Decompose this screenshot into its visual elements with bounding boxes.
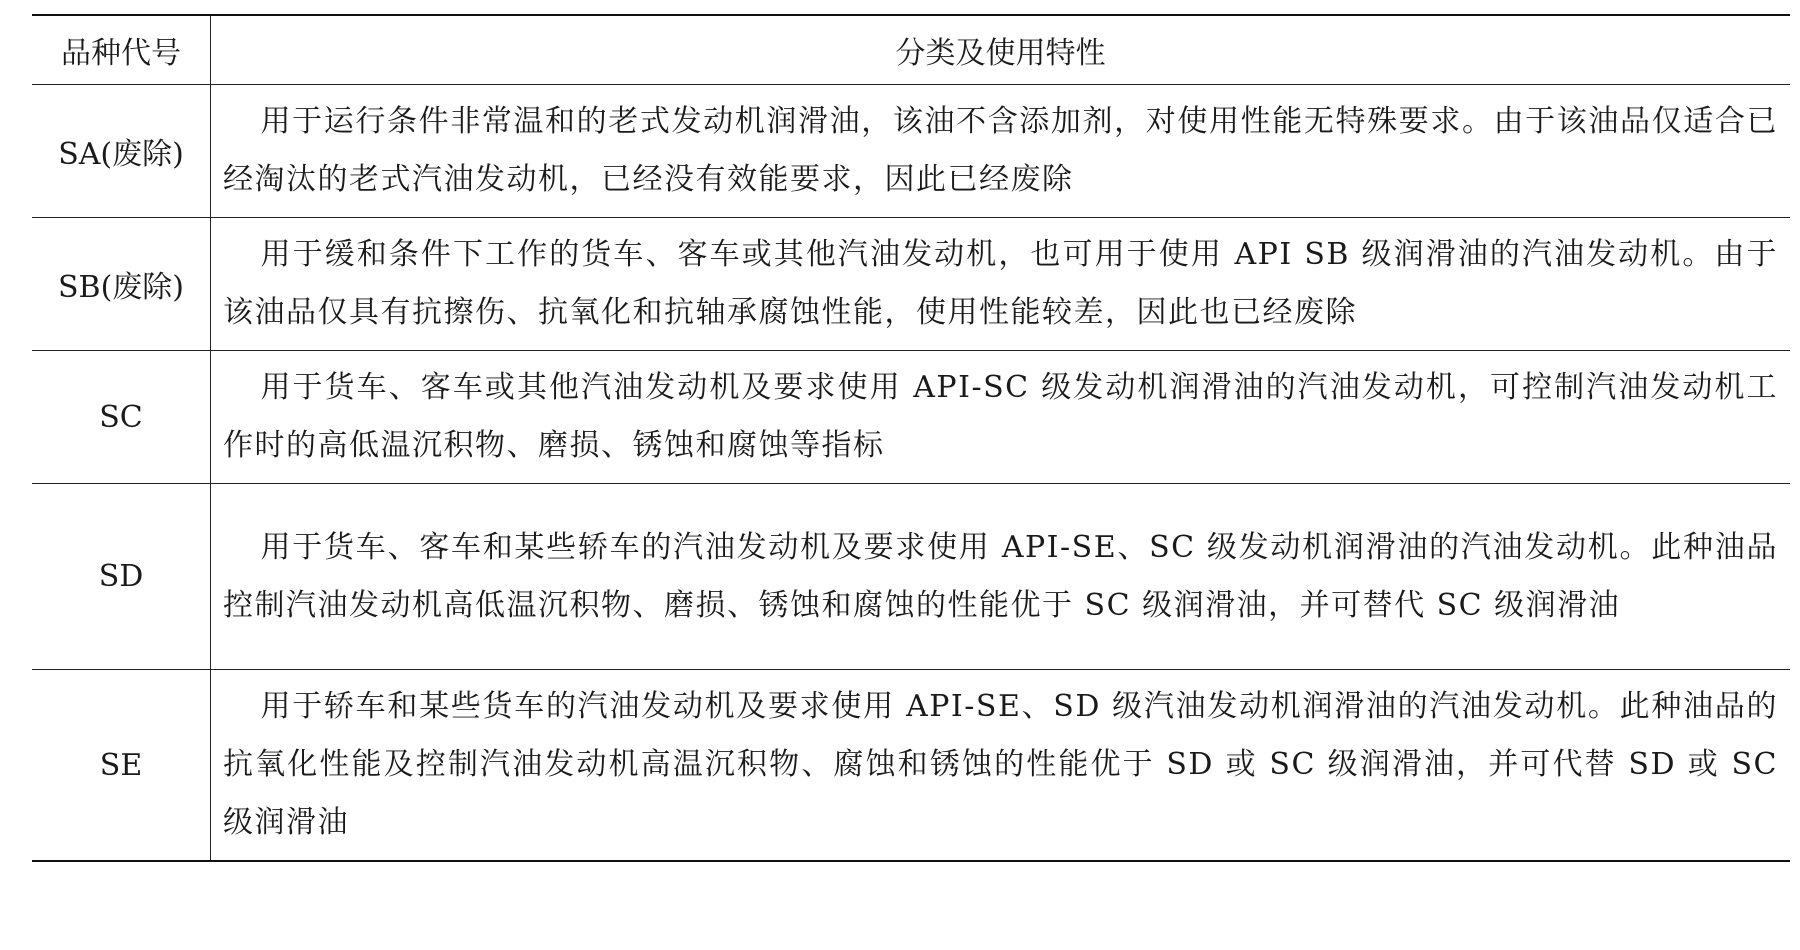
table-body bbox=[32, 85, 1790, 862]
row-desc-text: 用于运行条件非常温和的老式发动机润滑油，该油不含添加剂，对使用性能无特殊要求。由于该油品仅适合已经淘汰的老式汽油发动机，已经没有效能要求，因此已经废除 bbox=[223, 104, 1778, 197]
header-code: 品种代号 bbox=[32, 15, 211, 85]
row-desc bbox=[211, 670, 1791, 862]
row-desc-text: 用于货车、客车或其他汽油发动机及要求使用 API-SC 级发动机润滑油的汽油发动机，可控制汽油发动机工作时的高低温沉积物、磨损、锈蚀和腐蚀等指标 bbox=[223, 370, 1778, 463]
row-desc bbox=[211, 218, 1791, 351]
table-row bbox=[32, 484, 1790, 670]
row-code: SD bbox=[32, 484, 211, 670]
table-row bbox=[32, 218, 1790, 351]
table-row bbox=[32, 351, 1790, 484]
row-desc bbox=[211, 484, 1791, 670]
row-desc bbox=[211, 351, 1791, 484]
table-header bbox=[32, 15, 1790, 85]
row-desc-text: 用于缓和条件下工作的货车、客车或其他汽油发动机，也可用于使用 API SB 级润滑油的汽油发动机。由于该油品仅具有抗擦伤、抗氧化和抗轴承腐蚀性能，使用性能较差，因此也已经废除 bbox=[223, 237, 1778, 330]
row-code: SB(废除) bbox=[32, 218, 211, 351]
header-row bbox=[32, 15, 1790, 85]
header-desc: 分类及使用特性 bbox=[895, 36, 1106, 71]
row-desc bbox=[211, 85, 1791, 218]
row-desc-text: 用于货车、客车和某些轿车的汽油发动机及要求使用 API-SE、SC 级发动机润滑油的汽油发动机。此种油品控制汽油发动机高低温沉积物、磨损、锈蚀和腐蚀的性能优于 SC 级润滑油，并可替代 SC 级润滑油 bbox=[223, 529, 1778, 623]
table-row bbox=[32, 670, 1790, 862]
table bbox=[32, 14, 1790, 862]
row-desc-text: 用于轿车和某些货车的汽油发动机及要求使用 API-SE、SD 级汽油发动机润滑油的汽油发动机。此种油品的抗氧化性能及控制汽油发动机高温沉积物、腐蚀和锈蚀的性能优于 SD 或 SC 级润滑油，并可代替 SD 或 SC 级润滑油 bbox=[223, 689, 1778, 840]
row-code: SA(废除) bbox=[32, 85, 211, 218]
row-code: SE bbox=[32, 670, 211, 862]
oil-classification-table bbox=[32, 14, 1790, 862]
table-row bbox=[32, 85, 1790, 218]
row-code: SC bbox=[32, 351, 211, 484]
